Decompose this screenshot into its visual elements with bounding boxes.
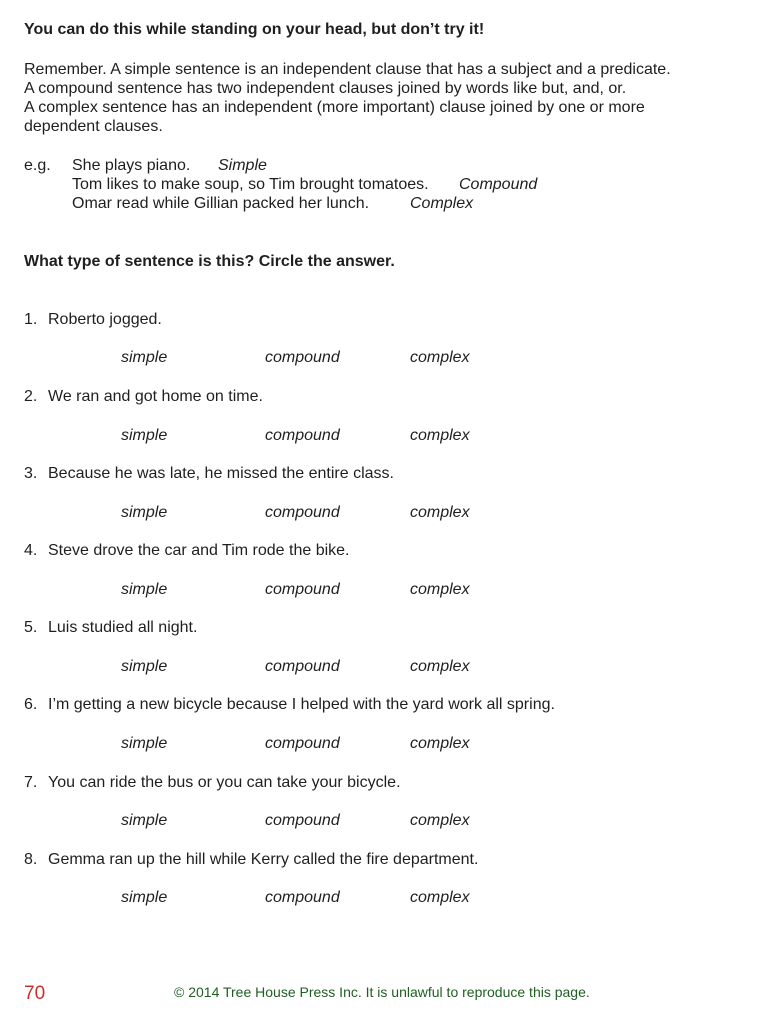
option-simple[interactable]: simple (121, 504, 168, 521)
example-type: Compound (459, 176, 538, 193)
question-text: Because he was late, he missed the entire class. (48, 465, 394, 482)
option-complex[interactable]: complex (410, 658, 470, 675)
question-number: 5. (24, 619, 38, 636)
question-text: Roberto jogged. (48, 311, 162, 328)
example-type: Complex (410, 195, 474, 212)
question-number: 6. (24, 696, 38, 713)
copyright-notice: © 2014 Tree House Press Inc. It is unlawful to reproduce this page. (174, 984, 590, 1000)
question-text: I’m getting a new bicycle because I helped with the yard work all spring. (48, 696, 555, 713)
question-text: Luis studied all night. (48, 619, 198, 636)
option-complex[interactable]: complex (410, 812, 470, 829)
examples-label: e.g. (24, 157, 51, 174)
option-complex[interactable]: complex (410, 504, 470, 521)
question-number: 3. (24, 465, 38, 482)
question-text: You can ride the bus or you can take your bicycle. (48, 774, 401, 791)
page-number: 70 (24, 983, 46, 1004)
option-complex[interactable]: complex (410, 349, 470, 366)
intro-complex-definition-cont: dependent clauses. (24, 118, 163, 135)
question-text: Steve drove the car and Tim rode the bike. (48, 542, 350, 559)
option-simple[interactable]: simple (121, 581, 168, 598)
question-text: Gemma ran up the hill while Kerry called the fire department. (48, 851, 479, 868)
option-compound[interactable]: compound (265, 427, 340, 444)
option-simple[interactable]: simple (121, 889, 168, 906)
option-compound[interactable]: compound (265, 581, 340, 598)
instruction: What type of sentence is this? Circle the answer. (24, 253, 395, 270)
option-simple[interactable]: simple (121, 735, 168, 752)
page-heading: You can do this while standing on your head, but don’t try it! (24, 21, 485, 38)
question-number: 8. (24, 851, 38, 868)
intro-simple-definition: Remember. A simple sentence is an independent clause that has a subject and a predicate. (24, 61, 671, 78)
example-sentence: Tom likes to make soup, so Tim brought tomatoes. (72, 176, 429, 193)
option-simple[interactable]: simple (121, 658, 168, 675)
question-number: 1. (24, 311, 38, 328)
option-compound[interactable]: compound (265, 812, 340, 829)
option-complex[interactable]: complex (410, 427, 470, 444)
option-complex[interactable]: complex (410, 889, 470, 906)
option-complex[interactable]: complex (410, 735, 470, 752)
intro-complex-definition: A complex sentence has an independent (more important) clause joined by one or more (24, 99, 645, 116)
option-simple[interactable]: simple (121, 812, 168, 829)
option-complex[interactable]: complex (410, 581, 470, 598)
question-text: We ran and got home on time. (48, 388, 263, 405)
option-compound[interactable]: compound (265, 889, 340, 906)
option-simple[interactable]: simple (121, 349, 168, 366)
option-compound[interactable]: compound (265, 658, 340, 675)
question-number: 7. (24, 774, 38, 791)
option-compound[interactable]: compound (265, 349, 340, 366)
option-compound[interactable]: compound (265, 735, 340, 752)
example-sentence: She plays piano. (72, 157, 191, 174)
option-compound[interactable]: compound (265, 504, 340, 521)
question-number: 4. (24, 542, 38, 559)
example-type: Simple (218, 157, 267, 174)
intro-compound-definition: A compound sentence has two independent clauses joined by words like but, and, or. (24, 80, 627, 97)
question-number: 2. (24, 388, 38, 405)
option-simple[interactable]: simple (121, 427, 168, 444)
example-sentence: Omar read while Gillian packed her lunch. (72, 195, 370, 212)
